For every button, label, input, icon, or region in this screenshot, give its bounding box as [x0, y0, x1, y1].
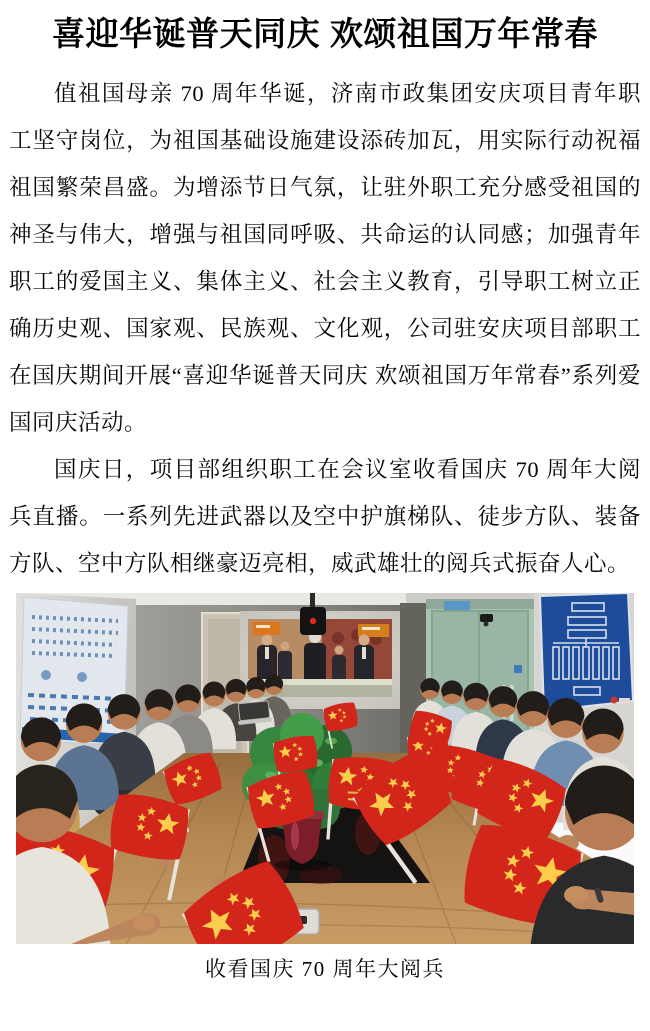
conference-room-photo [16, 593, 634, 944]
article-paragraph-2: 国庆日，项目部组织职工在会议室收看国庆 70 周年大阅兵直播。一系列先进武器以及空中护旗梯队、徒步方队、装备方队、空中方队相继豪迈亮相，威武雄壮的阅兵式振奋人心。 [9, 457, 641, 576]
photo-caption: 收看国庆 70 周年大阅兵 [205, 957, 445, 981]
article-paragraph-1: 值祖国母亲 70 周年华诞，济南市政集团安庆项目青年职工坚守岗位，为祖国基础设施建设添砖加瓦，用实际行动祝福祖国繁荣昌盛。为增添节日气氛，让驻外职工充分感受祖国的神圣与伟大，增强与祖国同呼吸、共命运的认同感；加强青年职工的爱国主义、集体主义、社会主义教育，引导职工树立正确历史观、国家观、民族观、文化观，公司驻安庆项目部职工在国庆期间开展“喜迎华诞普天同庆 欢颂祖国万年常春”系列爱国同庆活动。 [9, 81, 641, 435]
article-title: 喜迎华诞普天同庆 欢颂祖国万年常春 [52, 15, 598, 52]
photo-figure [16, 593, 634, 983]
